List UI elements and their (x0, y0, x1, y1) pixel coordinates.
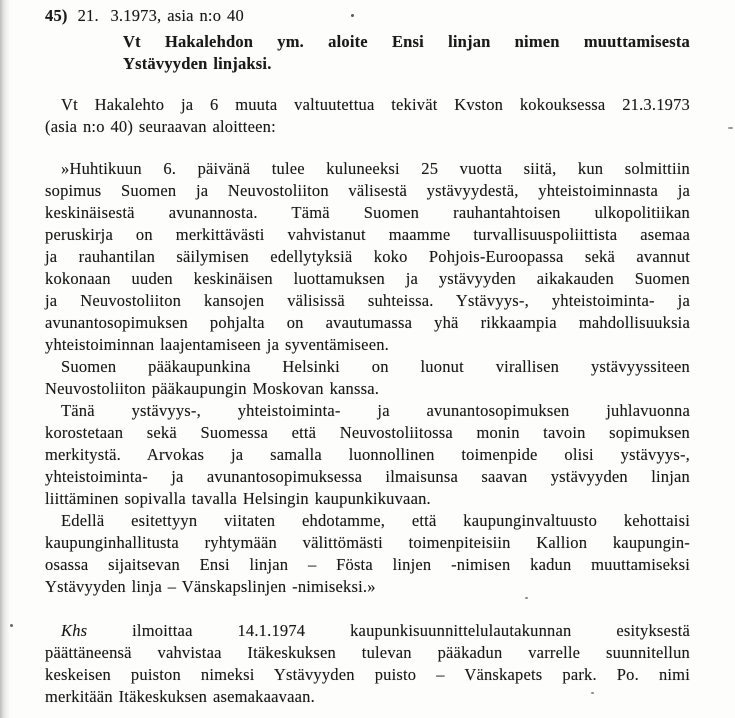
initiative-title (123, 31, 690, 75)
body-line: sopimus Suomen ja Neuvostoliiton välisestä ystävyydestä, yhteistoiminnasta ja (45, 181, 690, 200)
body-line (45, 620, 690, 642)
case-header-line (45, 5, 690, 27)
body-line: Neuvostoliiton pääkaupungin Moskovan kanssa. (45, 379, 380, 398)
body-line: (asia n:o 40) seuraavan aloitteen: (45, 117, 276, 136)
body-line: Ystävyyden linja – Vänskapslinjen -nimiseksi.» (45, 577, 376, 596)
body-line: yhteistoiminta- ja avunantosopimuksessa ilmaisunsa saavan ystävyyden linjan (45, 467, 690, 486)
body-line: peruskirja on merkittävästi vahvistanut maamme turvallisuuspoliittista asemaa (45, 225, 690, 244)
case-number: 45) (45, 6, 68, 25)
body-line: keskeisen puiston nimeksi Ystävyyden puisto – Vänskapets park. Po. nimi (45, 665, 690, 684)
quote-paragraph (45, 400, 690, 510)
body-line: avunantosopimuksen pohjalta on avautumassa yhä rikkaampia mahdollisuuksia (45, 313, 690, 332)
body-line: korostetaan sekä Suomessa että Neuvostoliitossa monin tavoin sopimuksen (45, 423, 690, 442)
initiative-title-line: Vt Hakalehdon ym. aloite Ensi linjan nimen muuttamisesta (123, 32, 690, 51)
quote-paragraph (45, 356, 690, 400)
scan-speck (10, 624, 13, 627)
initiative-title-line: Ystävyyden linjaksi. (123, 54, 272, 73)
body-line: osassa sijaitsevan Ensi linjan – Fösta linjen -nimisen kadun muuttamiseksi (45, 555, 690, 574)
khs-abbreviation: Khs (61, 621, 88, 640)
scan-speck (351, 14, 354, 17)
case-reference: 21. 3.1973, asia n:o 40 (77, 6, 244, 25)
body-line: Vt Hakalehto ja 6 muuta valtuutettua tekivät Kvston kokouksessa 21.3.1973 (61, 95, 690, 114)
body-line: päättäneensä vahvistaa Itäkeskuksen tulevan pääkadun varrelle suunnitellun (45, 643, 690, 662)
body-line: merkitystä. Arvokas ja samalla luonnollinen toimenpide olisi ystävyys-, (45, 445, 690, 464)
khs-first-line-text: ilmoittaa 14.1.1974 kaupunkisuunnittelulautakunnan esityksestä (132, 621, 691, 640)
body-line: kokonaan uuden keskinäisen luottamuksen ja ystävyyden aikakauden Suomen (45, 269, 690, 288)
body-line: »Huhtikuun 6. päivänä tulee kuluneeksi 25 vuotta siitä, kun solmittiin (61, 159, 690, 178)
body-line: Edellä esitettyyn viitaten ehdotamme, että kaupunginvaltuusto kehottaisi (61, 511, 690, 530)
body-line: ja Neuvostoliiton kansojen välisissä suhteissa. Ystävyys-, yhteistoiminta- ja (45, 291, 690, 310)
body-line: Suomen pääkaupunkina Helsinki on luonut virallisen ystävyyssiteen (61, 357, 690, 376)
scan-speck (525, 597, 528, 599)
body-line: ja rauhantilan säilymisen edellytyksiä koko Pohjois-Euroopassa sekä avannut (45, 247, 690, 266)
body-line: liittäminen sopivalla tavalla Helsingin kaupunkikuvaan. (45, 489, 431, 508)
body-line: yhteistoiminnan laajentamiseen ja syventämiseen. (45, 335, 390, 354)
body-line: Tänä ystävyys-, yhteistoiminta- ja avunantosopimuksen juhlavuonna (61, 401, 690, 420)
scan-edge-shadow (0, 0, 10, 718)
body-line: keskinäisestä avunannosta. Tämä Suomen rauhantahtoisen ulkopolitiikan (45, 203, 690, 222)
scan-speck (591, 692, 594, 694)
quote-paragraph (45, 158, 690, 356)
body-line: kaupunginhallitusta ryhtymään välittömästi toimenpiteisiin Kallion kaupungin- (45, 533, 690, 552)
body-line: merkitään Itäkeskuksen asemakaavaan. (45, 687, 315, 706)
khs-decision-paragraph (45, 620, 690, 708)
intro-paragraph (45, 94, 690, 138)
document-page (45, 5, 690, 708)
quote-paragraph (45, 510, 690, 598)
scan-speck (728, 127, 733, 129)
